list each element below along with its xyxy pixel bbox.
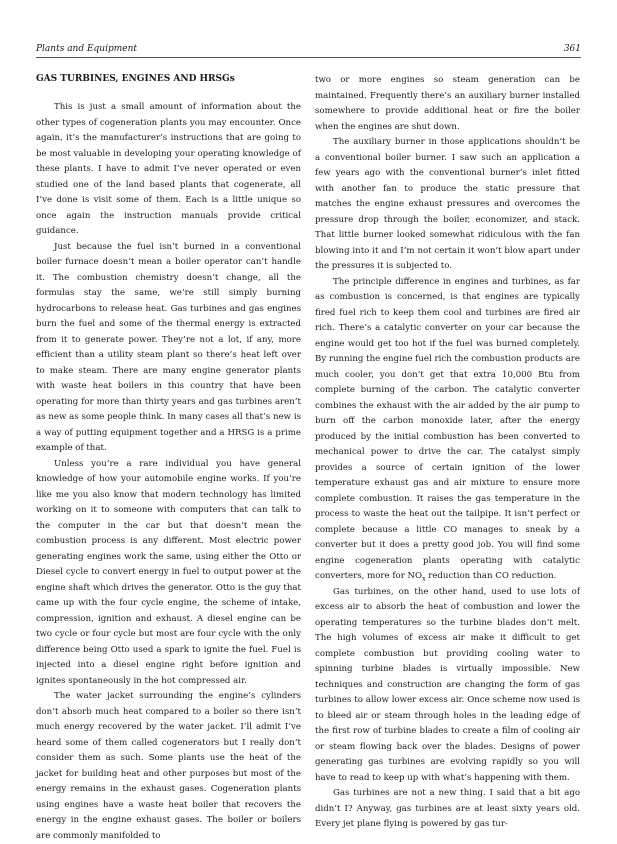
running-header bbox=[36, 43, 581, 58]
body-paragraph: The auxiliary burner in those applications shouldn’t be a conventional boiler burner. I saw such an application a few years ago with the conventional burner’s inlet fitted with another fan to produce the static pressure that matches the engine exhaust pressures and overcomes the pressure drop through the boiler, economizer, and stack. That little burner looked somewhat ridiculous with the fan blowing into it and I’m not certain it won’t blow apart under the pressures it is subjected to. bbox=[315, 137, 580, 271]
body-paragraph bbox=[315, 275, 580, 585]
body-paragraph: Unless you’re a rare individual you have general knowledge of how your automobile engine works. If you’re like me you also know that modern technology has limited working on it to someone with computers that can talk to the computer in the car but that doesn’t mean the combustion process is any different. Most electric power generating engines work the same, using either the Otto or Diesel cycle to convert energy in fuel to output power at the engine shaft which drives the generator. Otto is the guy that came up with the four cycle engine, the scheme of intake, compression, ignition and exhaust. A diesel engine can be two cycle or four cycle but most are four cycle with the only difference being Otto used a spark to ignite the fuel. Fuel is injected into a diesel engine right before ignition and ignites spontaneously in the hot compressed air. bbox=[36, 458, 301, 686]
body-text: reduction than CO reduction. bbox=[425, 571, 557, 581]
left-column bbox=[36, 72, 301, 844]
body-paragraph: Gas turbines are not a new thing. I said that a bit ago didn’t I? Anyway, gas turbines are at least sixty years old. Every jet plane flying is powered by gas tur- bbox=[315, 788, 580, 829]
body-paragraph: The water jacket surrounding the engine’s cylinders don’t absorb much heat compared to a boiler so there isn’t much energy recovered by the water jacket. I’ll admit I’ve heard some of them called cogenerators but I really don’t consider them as such. Some plants use the heat of the jacket for building heat and other purposes but most of the energy remains in the exhaust gases. Cogeneration plants using engines have a waste heat boiler that recovers the energy in the engine exhaust gases. The boiler or boilers are commonly manifolded to bbox=[36, 691, 301, 841]
subscript-x: x bbox=[422, 575, 426, 583]
section-heading: GAS TURBINES, ENGINES AND HRSGs bbox=[36, 74, 235, 84]
body-paragraph-continued: two or more engines so steam generation can be maintained. Frequently there’s an auxiliary burner installed somewhere to provide additional heat or fire the boiler when the engines are shut down. bbox=[315, 75, 580, 132]
body-paragraph: This is just a small amount of information about the other types of cogeneration plants you may encounter. Once again, it’s the manufacturer’s instructions that are going to be most valuable in developing your operating knowledge of these plants. I have to admit I’ve never operated or even studied one of the land based plants that cogenerate, all I’ve done is visit some of them. Each is a little unique so once again the instruction manuals provide critical guidance. bbox=[36, 102, 301, 236]
right-column bbox=[315, 73, 580, 833]
running-header-title: Plants and Equipment bbox=[36, 44, 138, 54]
body-paragraph: Gas turbines, on the other hand, used to use lots of excess air to absorb the heat of combustion and lower the operating temperatures so the turbine blades don’t melt. The high volumes of excess air make it difficult to get complete combustion but providing cooling water to spinning turbine blades is virtually impossible. New techniques and construction are changing the form of gas turbines to allow lower excess air. Once scheme now used is to bleed air or steam through holes in the leading edge of the first row of turbine blades to create a film of cooling air or steam flowing back over the blades. Designs of power generating gas turbines are evolving rapidly so you will have to read to keep up with what’s happening with them. bbox=[315, 586, 580, 783]
body-paragraph: Just because the fuel isn’t burned in a conventional boiler furnace doesn’t mean a boiler operator can’t handle it. The combustion chemistry doesn’t change, all the formulas stay the same, we’re still simply burning hydrocarbons to release heat. Gas turbines and gas engines burn the fuel and some of the thermal energy is extracted from it to generate power. They’re not a lot, if any, more efficient than a utility steam plant so there’s heat left over to make steam. There are many engine generator plants with waste heat boilers in this country that have been operating for more than thirty years and gas turbines aren’t as new as some people think. In many cases all that’s new is a way of putting equipment together and a HRSG is a prime example of that. bbox=[36, 241, 301, 453]
page-number: 361 bbox=[563, 44, 581, 54]
body-text: The principle difference in engines and turbines, as far as combustion is concerned, is that engines are typically fired fuel rich to keep them cool and turbines are fired air rich. There’s a catalytic converter on your car because the engine would get too hot if the fuel was burned completely. By running the engine fuel rich the combustion products are much cooler, you don’t get that extra 10,000 Btu from complete burning of the carbon. The catalytic converter combines the exhaust with the air added by the air pump to burn off the carbon monoxide later, after the energy produced by the initial combustion has been converted to mechanical power to drive the car. The catalyst simply provides a source of certain ignition of the lower temperature exhaust gas and air mixture to ensure more complete combustion. It raises the gas temperature in the process to waste the heat out the tailpipe. It isn’t perfect or complete because a little CO manages to sneak by a converter but it does a pretty good job. You will find some engine cogeneration plants operating with catalytic converters, more for NO bbox=[315, 276, 580, 581]
